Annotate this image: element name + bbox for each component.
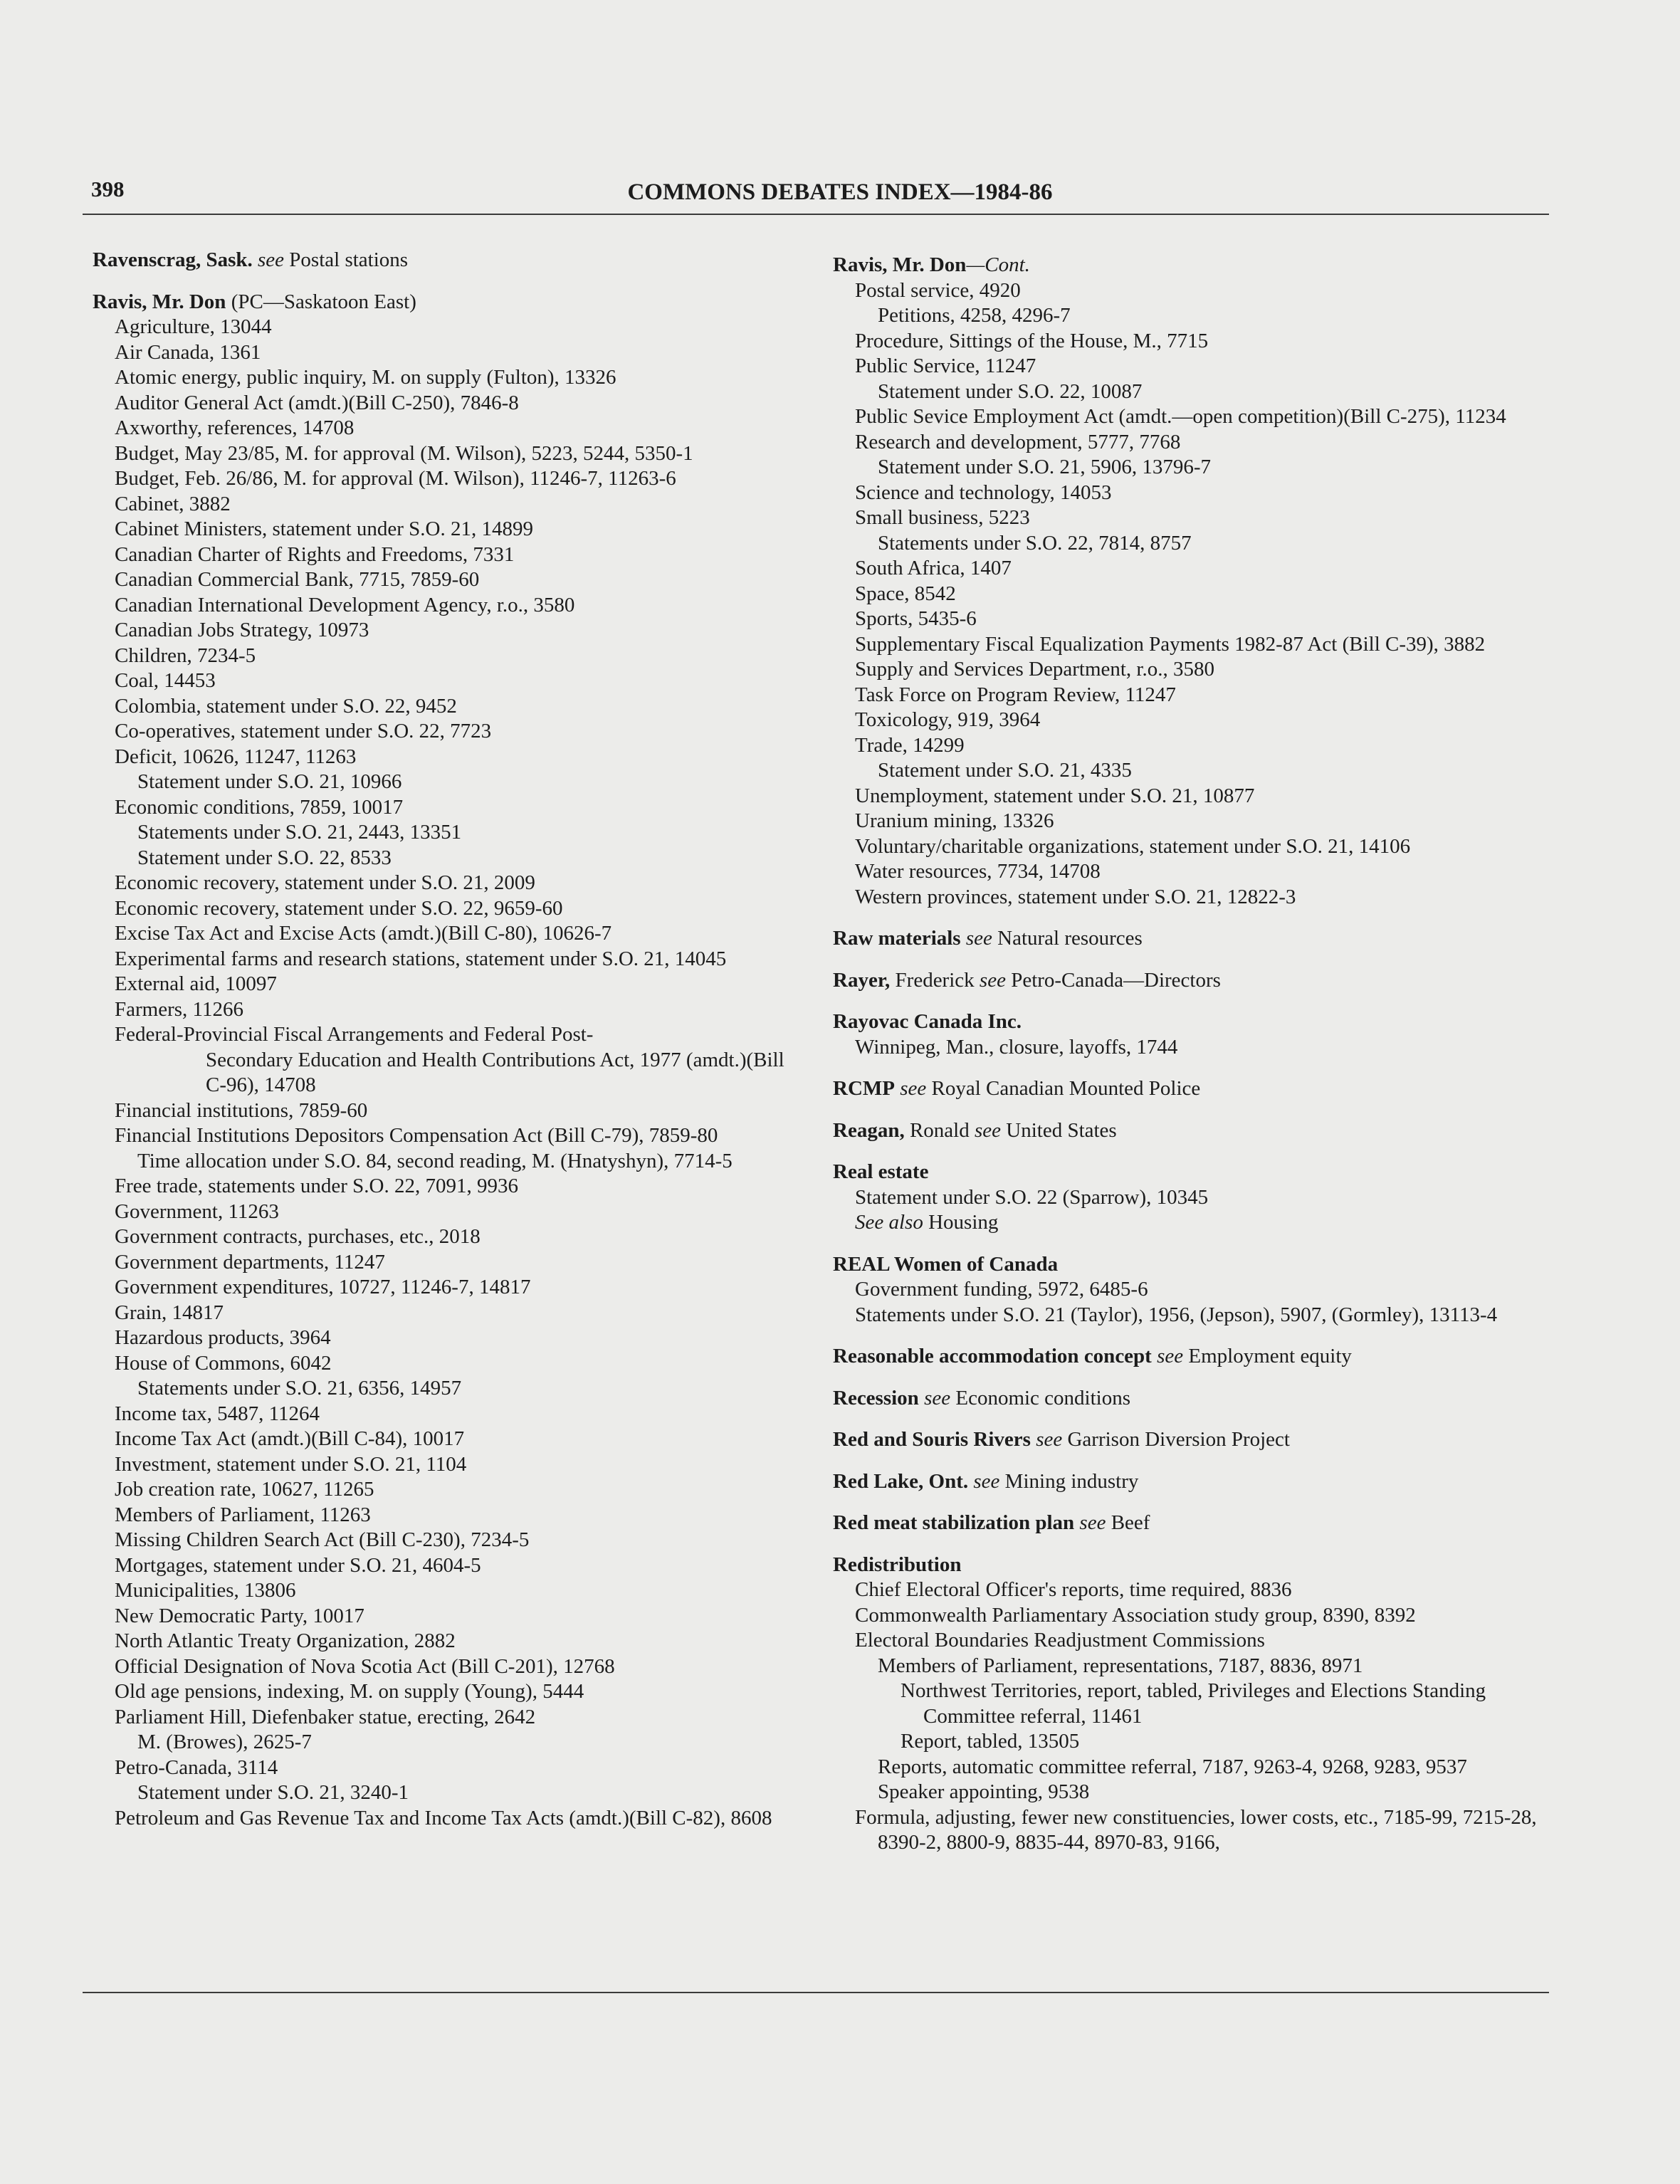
see-target: Housing: [928, 1211, 999, 1234]
index-subentry: Statement under S.O. 22 (Sparrow), 10345: [855, 1185, 1209, 1209]
index-subentry: Federal-Provincial Fiscal Arrangements and Federal Post-: [115, 1023, 594, 1046]
see-target: Royal Canadian Mounted Police: [931, 1077, 1201, 1100]
index-subentry: Air Canada, 1361: [115, 340, 261, 364]
index-heading: [833, 1427, 1552, 1453]
index-subsubentry: Members of Parliament, representations, 7187, 8836, 8971: [878, 1654, 1363, 1677]
see-target: Postal stations: [289, 248, 409, 271]
see-label: see: [974, 1118, 1002, 1142]
index-subentry: Government funding, 5972, 6485-6: [855, 1278, 1148, 1301]
index-subentry: Missing Children Search Act (Bill C-230), 7234-5: [115, 1528, 530, 1551]
index-heading: [833, 1118, 1552, 1144]
index-subentry: Unemployment, statement under S.O. 21, 10877: [855, 784, 1255, 807]
entry-term: Ravenscrag, Sask.: [93, 248, 253, 271]
index-subentry: Supplementary Fiscal Equalization Payments 1982-87 Act (Bill C-39), 3882: [855, 632, 1486, 656]
index-heading: [833, 1009, 1552, 1035]
index-heading: [833, 253, 1552, 278]
index-subentry: Parliament Hill, Diefenbaker statue, erecting, 2642: [115, 1705, 536, 1728]
index-subentry: Atomic energy, public inquiry, M. on supply (Fulton), 13326: [115, 366, 616, 389]
see-label: see: [258, 248, 285, 271]
index-subentry: Municipalities, 13806: [115, 1579, 296, 1602]
index-subentry: Income tax, 5487, 11264: [115, 1402, 320, 1425]
see-target: Natural resources: [997, 927, 1143, 950]
index-subentry: Investment, statement under S.O. 21, 1104: [115, 1452, 467, 1476]
entry-term: REAL Women of Canada: [833, 1252, 1059, 1276]
index-heading: [833, 1511, 1552, 1536]
index-subentry: Government expenditures, 10727, 11246-7, 14817: [115, 1276, 531, 1298]
see-label: see: [979, 968, 1006, 992]
index-heading: [833, 926, 1552, 952]
index-heading: [833, 1160, 1552, 1185]
index-heading: [833, 1344, 1552, 1370]
index-subentry: Mortgages, statement under S.O. 21, 4604-5: [115, 1553, 481, 1577]
index-subentry: Economic recovery, statement under S.O. 22, 9659-60: [115, 896, 563, 920]
entry-term: Rayovac Canada Inc.: [833, 1010, 1022, 1033]
index-column-right: [833, 253, 1552, 1856]
index-subentry: Uranium mining, 13326: [855, 809, 1054, 832]
index-see-also: [833, 1210, 1552, 1236]
entry-term: Rayer,: [833, 968, 891, 992]
entry-term: Real estate: [833, 1160, 929, 1183]
index-heading: [833, 1076, 1552, 1102]
index-subentry: Axworthy, references, 14708: [115, 416, 355, 439]
running-title: COMMONS DEBATES INDEX—1984-86: [627, 179, 1053, 205]
header-rule: [83, 214, 1549, 215]
index-subentry: Public Sevice Employment Act (amdt.—open competition)(Bill C-275), 11234: [855, 405, 1506, 428]
index-subentry: Electoral Boundaries Readjustment Commissions: [855, 1629, 1265, 1652]
index-subentry: Petro-Canada, 3114: [115, 1755, 278, 1779]
see-label: see: [1036, 1428, 1063, 1451]
index-subsubentry: Statement under S.O. 22, 8533: [137, 846, 392, 869]
index-subentry: Budget, May 23/85, M. for approval (M. Wilson), 5223, 5244, 5350-1: [115, 441, 693, 465]
entry-term: Ravis, Mr. Don: [93, 290, 226, 313]
see-target: United States: [1006, 1118, 1117, 1142]
index-subentry: Procedure, Sittings of the House, M., 7715: [855, 329, 1209, 352]
index-subsubentry: Statement under S.O. 21, 5906, 13796-7: [878, 456, 1211, 478]
index-subsubentry: Time allocation under S.O. 84, second reading, M. (Hnatyshyn), 7714-5: [137, 1149, 733, 1172]
index-subentry: Canadian International Development Agency, r.o., 3580: [115, 593, 575, 616]
index-subsubentry: Statement under S.O. 22, 10087: [878, 379, 1143, 403]
index-subentry: Voluntary/charitable organizations, statement under S.O. 21, 14106: [855, 834, 1411, 858]
index-subentry: Government departments, 11247: [115, 1250, 385, 1274]
index-subsubentry: M. (Browes), 2625-7: [137, 1731, 312, 1753]
index-heading: [833, 968, 1552, 994]
index-subsubentry: Northwest Territories, report, tabled, Privileges and Elections Standing Committee referral, 11461: [901, 1679, 1486, 1728]
see-target: Garrison Diversion Project: [1067, 1428, 1290, 1451]
index-subentry: Income Tax Act (amdt.)(Bill C-84), 10017: [115, 1427, 465, 1450]
index-subentry: Cabinet, 3882: [115, 492, 231, 515]
index-subentry: Task Force on Program Review, 11247: [855, 683, 1176, 706]
see-label: see: [924, 1386, 951, 1409]
see-target: Petro-Canada—Directors: [1011, 968, 1221, 992]
index-subentry: Water resources, 7734, 14708: [855, 860, 1101, 883]
index-subsubentry: Statement under S.O. 21, 3240-1: [137, 1781, 409, 1804]
index-subentry: Farmers, 11266: [115, 997, 243, 1021]
index-subentry: Sports, 5435-6: [855, 607, 977, 630]
index-subentry: Small business, 5223: [855, 506, 1030, 529]
index-subentry: Science and technology, 14053: [855, 481, 1112, 504]
see-target: Beef: [1111, 1511, 1150, 1534]
index-subentry: Coal, 14453: [115, 669, 216, 692]
index-column-left: [93, 248, 804, 1831]
index-subentry: Western provinces, statement under S.O. 21, 12822-3: [855, 885, 1296, 908]
entry-name: Frederick: [895, 968, 975, 992]
index-subentry-continuation: Secondary Education and Health Contributions Act, 1977 (amdt.)(Bill C-96), 14708: [206, 1048, 784, 1096]
index-subsubentry: Statement under S.O. 21, 4335: [878, 759, 1132, 782]
index-subentry: Government, 11263: [115, 1199, 279, 1223]
index-subsubentry: Petitions, 4258, 4296-7: [878, 304, 1071, 327]
entry-term: Reagan,: [833, 1118, 905, 1142]
index-subentry: Chief Electoral Officer's reports, time required, 8836: [855, 1578, 1292, 1601]
index-subentry: Cabinet Ministers, statement under S.O. 21, 14899: [115, 518, 533, 540]
entry-term: RCMP: [833, 1077, 895, 1100]
index-subentry: South Africa, 1407: [855, 557, 1012, 579]
index-subentry: Experimental farms and research stations, statement under S.O. 21, 14045: [115, 947, 727, 970]
index-subentry: Hazardous products, 3964: [115, 1326, 331, 1349]
index-subentry: Auditor General Act (amdt.)(Bill C-250), 7846-8: [115, 391, 519, 414]
entry-term: Recession: [833, 1386, 919, 1409]
index-subentry: New Democratic Party, 10017: [115, 1604, 364, 1627]
index-subentry: Official Designation of Nova Scotia Act (Bill C-201), 12768: [115, 1654, 615, 1678]
index-subentry: Government contracts, purchases, etc., 2018: [115, 1225, 481, 1248]
index-subsubentry: Speaker appointing, 9538: [878, 1780, 1090, 1803]
index-subentry: Children, 7234-5: [115, 644, 256, 667]
see-target: Economic conditions: [955, 1386, 1131, 1409]
index-subentry: Canadian Jobs Strategy, 10973: [115, 619, 369, 641]
index-subentry: Agriculture, 13044: [115, 315, 272, 338]
index-subentry: Economic conditions, 7859, 10017: [115, 795, 404, 819]
index-subentry: Commonwealth Parliamentary Association study group, 8390, 8392: [855, 1603, 1416, 1627]
index-heading: [833, 1386, 1552, 1412]
index-subentry: Trade, 14299: [855, 733, 965, 757]
entry-name: Ronald: [909, 1118, 970, 1142]
page-number: 398: [91, 177, 125, 201]
footer-rule: [83, 1992, 1549, 1993]
index-subentry: Economic recovery, statement under S.O. 21, 2009: [115, 871, 535, 894]
entry-term: Red meat stabilization plan: [833, 1511, 1075, 1534]
index-subentry: Co-operatives, statement under S.O. 22, 7723: [115, 720, 492, 742]
entry-term: Redistribution: [833, 1553, 962, 1576]
index-subentry: Deficit, 10626, 11247, 11263: [115, 745, 357, 768]
index-subentry: Research and development, 5777, 7768: [855, 430, 1181, 453]
see-label: see: [1079, 1511, 1106, 1534]
index-heading: [93, 290, 804, 315]
index-subentry: Petroleum and Gas Revenue Tax and Income Tax Acts (amdt.)(Bill C-82), 8608: [115, 1806, 772, 1829]
index-subsubentry: Statements under S.O. 21, 6356, 14957: [137, 1377, 462, 1400]
index-subentry: Statements under S.O. 21 (Taylor), 1956, (Jepson), 5907, (Gormley), 13113-4: [855, 1303, 1498, 1326]
index-subentry: Grain, 14817: [115, 1301, 224, 1324]
index-subentry: Budget, Feb. 26/86, M. for approval (M. Wilson), 11246-7, 11263-6: [115, 467, 676, 490]
index-heading: [833, 1469, 1552, 1495]
index-subsubentry: Statements under S.O. 22, 7814, 8757: [878, 531, 1192, 555]
index-subentry: Public Service, 11247: [855, 355, 1036, 377]
index-subentry: Canadian Charter of Rights and Freedoms, 7331: [115, 542, 515, 566]
index-heading: [833, 1252, 1552, 1278]
index-subentry: Job creation rate, 10627, 11265: [115, 1478, 374, 1501]
index-subentry: Members of Parliament, 11263: [115, 1503, 371, 1526]
index-subentry: Old age pensions, indexing, M. on supply (Young), 5444: [115, 1680, 584, 1703]
index-subentry: Excise Tax Act and Excise Acts (amdt.)(Bill C-80), 10626-7: [115, 922, 612, 945]
index-subentry: Toxicology, 919, 3964: [855, 708, 1041, 731]
index-subentry: House of Commons, 6042: [115, 1351, 332, 1375]
index-subentry: Canadian Commercial Bank, 7715, 7859-60: [115, 568, 480, 591]
see-target: Mining industry: [1004, 1469, 1139, 1493]
see-also-label: See also: [855, 1211, 923, 1234]
see-label: see: [973, 1469, 1000, 1493]
index-subentry: Financial Institutions Depositors Compensation Act (Bill C-79), 7859-80: [115, 1124, 718, 1147]
see-label: see: [965, 927, 992, 950]
entry-affiliation: (PC—Saskatoon East): [231, 290, 416, 313]
index-subentry: Formula, adjusting, fewer new constituencies, lower costs, etc., 7185-99, 7215-28, 8390-2, 8800-9, 8835-44, 8970-83, 9166,: [855, 1805, 1537, 1854]
see-label: see: [900, 1077, 927, 1100]
index-heading: [93, 248, 804, 273]
continued-label: —Cont.: [966, 253, 1030, 276]
index-subsubentry: Statement under S.O. 21, 10966: [137, 770, 402, 793]
index-subsubentry: Statements under S.O. 21, 2443, 13351: [137, 821, 462, 844]
entry-term: Reasonable accommodation concept: [833, 1345, 1152, 1367]
index-subentry: Supply and Services Department, r.o., 3580: [855, 658, 1214, 681]
index-subentry: Financial institutions, 7859-60: [115, 1098, 368, 1122]
entry-term: Red Lake, Ont.: [833, 1469, 969, 1493]
index-heading: [833, 1553, 1552, 1578]
index-subentry: Postal service, 4920: [855, 278, 1021, 302]
entry-term: Raw materials: [833, 927, 961, 950]
index-subentry: Free trade, statements under S.O. 22, 7091, 9936: [115, 1175, 519, 1197]
index-subsubentry: Reports, automatic committee referral, 7187, 9263-4, 9268, 9283, 9537: [878, 1755, 1467, 1778]
entry-term: Red and Souris Rivers: [833, 1428, 1031, 1451]
index-subentry: Space, 8542: [855, 582, 956, 605]
see-target: Employment equity: [1188, 1345, 1352, 1367]
entry-term: Ravis, Mr. Don: [833, 253, 967, 276]
index-subentry: Colombia, statement under S.O. 22, 9452: [115, 694, 457, 718]
index-subsubsubentry: Report, tabled, 13505: [901, 1730, 1080, 1753]
index-subentry: Winnipeg, Man., closure, layoffs, 1744: [855, 1035, 1178, 1059]
see-label: see: [1157, 1345, 1184, 1367]
index-subentry: North Atlantic Treaty Organization, 2882: [115, 1629, 456, 1652]
index-subentry: External aid, 10097: [115, 972, 277, 995]
